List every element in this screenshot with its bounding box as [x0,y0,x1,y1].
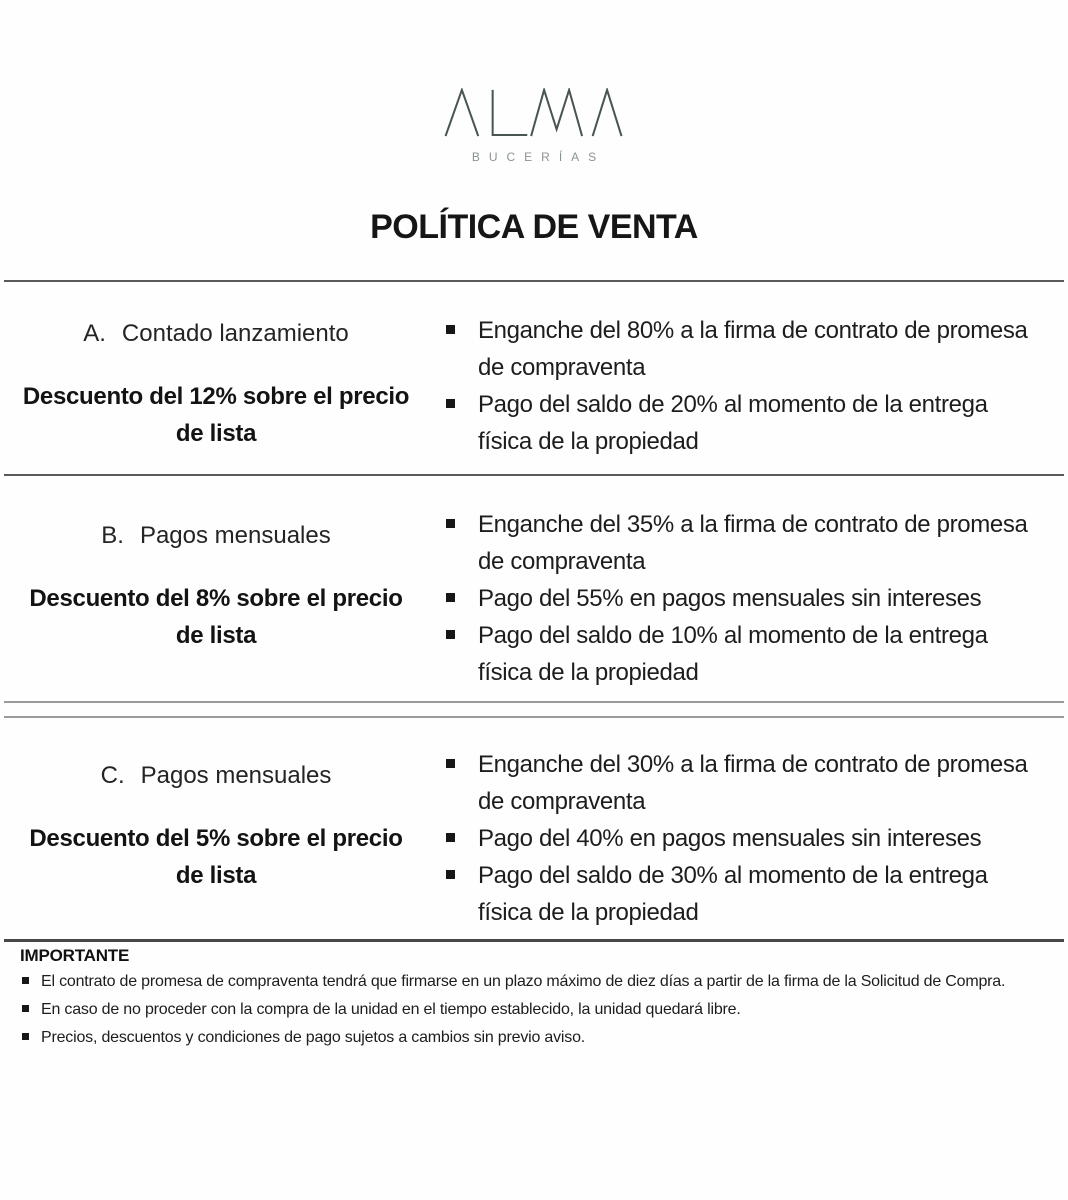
bullet-square-icon [446,630,455,639]
bullet-square-icon [446,519,455,528]
section-b-terms [432,506,1068,691]
section-a-terms [432,312,1068,460]
list-item: Pago del 40% en pagos mensuales sin intereses [442,820,1042,857]
section-b-left [0,506,432,691]
section-c-heading [0,762,432,790]
bullet-square-icon [22,1005,29,1012]
section-c-discount: Descuento del 5% sobre el precio de lista [29,825,403,889]
alma-logo-icon [438,88,630,138]
important-bullet-list [20,969,1058,1050]
bullet-square-icon [22,977,29,984]
section-pagos-mensuales-c [0,718,1068,939]
section-c-letter: C. [100,762,125,789]
bullet-square-icon [446,325,455,334]
section-c-terms [432,746,1068,931]
section-c-bullet-list [442,746,1062,931]
list-item: Pago del saldo de 20% al momento de la entrega física de la propiedad [442,386,1042,460]
bullet-square-icon [446,759,455,768]
section-a-name: Contado lanzamiento [121,320,349,347]
list-item: Enganche del 30% a la firma de contrato de promesa de compraventa [442,746,1042,820]
section-b-discount: Descuento del 8% sobre el precio de lista [29,585,403,649]
section-b-heading [0,522,432,550]
list-item: Precios, descuentos y condiciones de pago sujetos a cambios sin previo aviso. [20,1025,1040,1050]
section-c-name: Pagos mensuales [140,762,332,789]
brand-logo-block [0,0,1068,164]
page-title: POLÍTICA DE VENTA [370,208,698,246]
list-item: En caso de no proceder con la compra de la unidad en el tiempo establecido, la unidad quedará libre. [20,997,1040,1022]
brand-subtitle: BUCERÍAS [471,150,606,164]
list-item: El contrato de promesa de compraventa tendrá que firmarse en un plazo máximo de diez días a partir de la firma de la Solicitud de Compra. [20,969,1040,994]
section-pagos-mensuales-b [0,476,1068,701]
section-c-left [0,746,432,931]
section-a-bullet-list [442,312,1062,460]
bullet-square-icon [446,399,455,408]
section-b-name: Pagos mensuales [139,522,331,549]
list-item: Pago del saldo de 30% al momento de la entrega física de la propiedad [442,857,1042,931]
important-heading: IMPORTANTE [20,946,130,965]
section-a-left [0,312,432,460]
divider-b-c-upper [4,701,1064,703]
important-section [0,942,1068,1050]
bullet-square-icon [446,593,455,602]
section-contado-lanzamiento [0,282,1068,474]
bullet-square-icon [446,833,455,842]
section-b-bullet-list [442,506,1062,691]
list-item: Pago del 55% en pagos mensuales sin intereses [442,580,1042,617]
section-a-letter: A. [83,320,106,347]
bullet-square-icon [22,1033,29,1040]
list-item: Enganche del 80% a la firma de contrato de promesa de compraventa [442,312,1042,386]
section-a-heading [0,320,432,348]
bullet-square-icon [446,870,455,879]
list-item: Pago del saldo de 10% al momento de la entrega física de la propiedad [442,617,1042,691]
section-a-discount: Descuento del 12% sobre el precio de lista [22,383,410,447]
list-item: Enganche del 35% a la firma de contrato de promesa de compraventa [442,506,1042,580]
section-b-letter: B. [101,522,124,549]
